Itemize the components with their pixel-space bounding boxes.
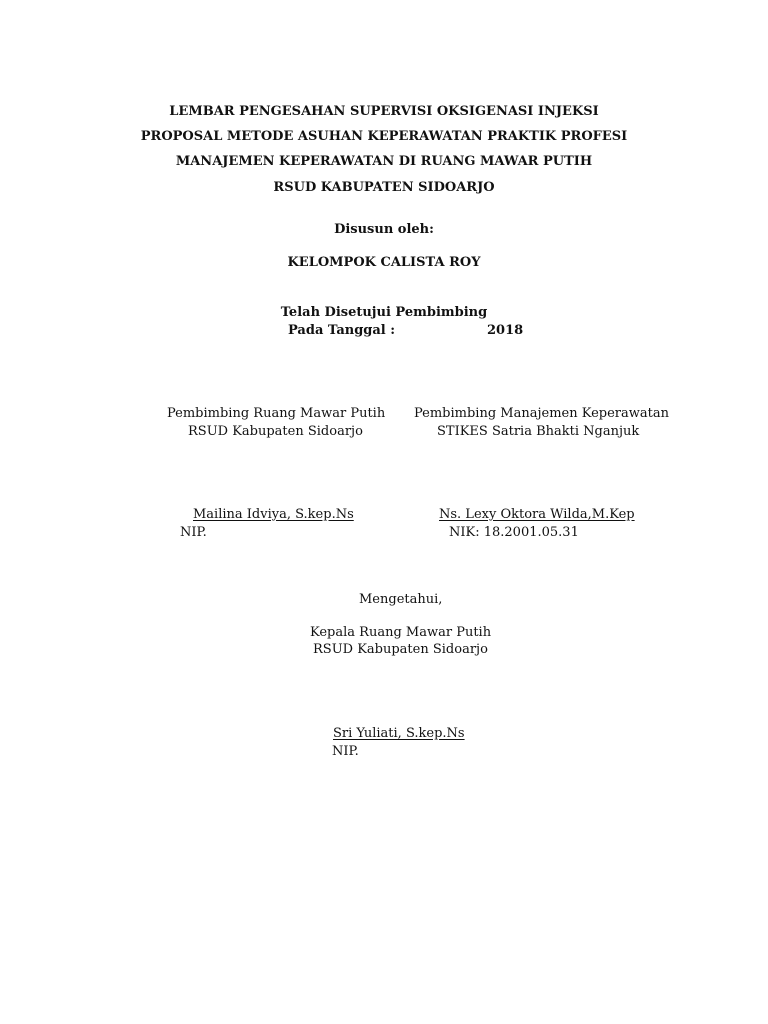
approval-date-label: Pada Tanggal : <box>288 323 396 338</box>
acknowledgement-name: Sri Yuliati, S.kep.Ns <box>333 726 465 741</box>
approval-year: 2018 <box>487 323 524 338</box>
title-line-1: LEMBAR PENGESAHAN SUPERVISI OKSIGENASI INJEKSI <box>169 104 599 119</box>
acknowledgement-role: Kepala Ruang Mawar Putih <box>310 625 492 640</box>
acknowledgement-label: Mengetahui, <box>359 592 443 607</box>
acknowledgement-id: NIP. <box>332 744 359 759</box>
right-supervisor-institution: STIKES Satria Bhakti Nganjuk <box>437 424 640 439</box>
right-supervisor-name: Ns. Lexy Oktora Wilda,M.Kep <box>439 507 635 522</box>
acknowledgement-institution: RSUD Kabupaten Sidoarjo <box>313 642 488 657</box>
author-group: KELOMPOK CALISTA ROY <box>287 255 481 270</box>
left-supervisor-role: Pembimbing Ruang Mawar Putih <box>167 406 386 421</box>
left-supervisor-institution: RSUD Kabupaten Sidoarjo <box>188 424 363 439</box>
title-line-2: PROPOSAL METODE ASUHAN KEPERAWATAN PRAKTIK PROFESI <box>140 129 628 144</box>
left-supervisor-name: Mailina Idviya, S.kep.Ns <box>193 507 354 522</box>
title-line-3: MANAJEMEN KEPERAWATAN DI RUANG MAWAR PUTIH <box>175 154 593 169</box>
author-label: Disusun oleh: <box>334 222 434 237</box>
approval-heading: Telah Disetujui Pembimbing <box>280 305 488 320</box>
left-supervisor-id: NIP. <box>180 525 207 540</box>
right-supervisor-id: NIK: 18.2001.05.31 <box>449 525 579 540</box>
title-line-4: RSUD KABUPATEN SIDOARJO <box>273 180 495 195</box>
right-supervisor-role: Pembimbing Manajemen Keperawatan <box>414 406 669 421</box>
